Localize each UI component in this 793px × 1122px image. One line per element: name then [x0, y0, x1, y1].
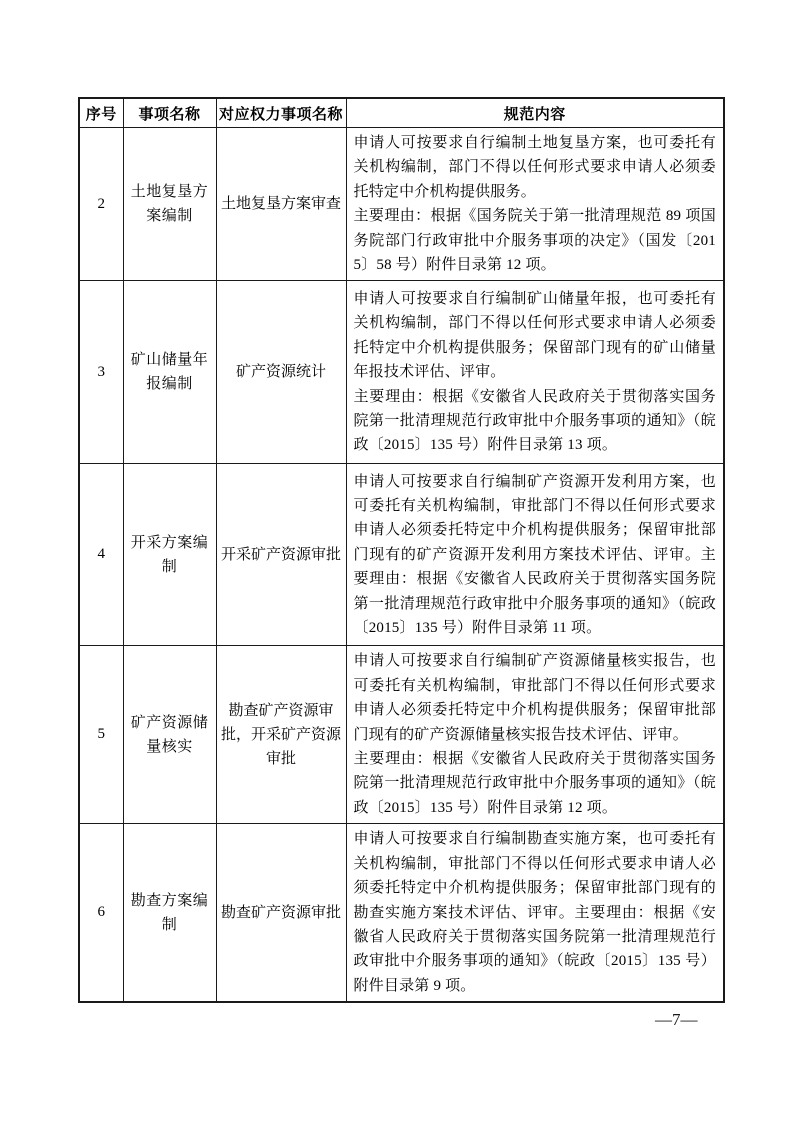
cell-item-name: 勘查方案编制 — [123, 824, 216, 1002]
cell-power-name: 开采矿产资源审批 — [216, 464, 346, 646]
content-paragraph: 申请人可按要求自行编制矿产资源储量核实报告，也可委托有关机构编制，审批部门不得以任何形式要求申请人必须委托特定中介机构提供服务；保留审批部门现有的矿产资源储量核实报告技术评估、评审。 — [353, 653, 716, 743]
content-paragraph: 申请人可按要求自行编制矿山储量年报，也可委托有关机构编制，部门不得以任何形式要求申请人必须委托特定中介机构提供服务；保留部门现有的矿山储量年报技术评估、评审。 — [353, 291, 716, 381]
table-row — [79, 281, 724, 464]
table-row — [79, 646, 724, 824]
table-row — [79, 464, 724, 646]
table-header-row — [79, 98, 724, 128]
col-header-power-item-name: 对应权力事项名称 — [216, 98, 346, 128]
cell-content — [346, 824, 724, 1002]
content-paragraph: 主要理由：根据《国务院关于第一批清理规范 89 项国务院部门行政审批中介服务事项的决定》（国发〔2015〕58 号）附件目录第 12 项。 — [353, 208, 716, 274]
col-header-seq: 序号 — [79, 98, 123, 128]
content-paragraph: 申请人可按要求自行编制土地复垦方案，也可委托有关机构编制，部门不得以任何形式要求申请人必须委托特定中介机构提供服务。 — [353, 135, 716, 200]
regulation-table — [78, 97, 725, 1003]
content-paragraph: 主要理由：根据《安徽省人民政府关于贯彻落实国务院第一批清理规范行政审批中介服务事项的通知》（皖政〔2015〕135 号）附件目录第 12 项。 — [353, 751, 716, 816]
page-number: —7— — [655, 1010, 698, 1029]
cell-seq: 2 — [79, 128, 123, 281]
cell-item-name: 矿产资源储量核实 — [123, 646, 216, 824]
cell-power-name: 勘查矿产资源审批 — [216, 824, 346, 1002]
table-row — [79, 824, 724, 1002]
cell-seq: 4 — [79, 464, 123, 646]
content-paragraph: 申请人可按要求自行编制勘查实施方案，也可委托有关机构编制，审批部门不得以任何形式要求申请人必须委托特定中介机构提供服务；保留审批部门现有的勘查实施方案技术评估、评审。主要理由：根据《安徽省人民政府关于贯彻落实国务院第一批清理规范行政审批中介服务事项的通知》（皖政〔2015〕135 号）附件目录第 9 项。 — [353, 831, 716, 994]
cell-content — [346, 128, 724, 281]
cell-item-name: 开采方案编制 — [123, 464, 216, 646]
content-paragraph: 申请人可按要求自行编制矿产资源开发利用方案，也可委托有关机构编制，审批部门不得以任何形式要求申请人必须委托特定中介机构提供服务；保留审批部门现有的矿产资源开发利用方案技术评估、评审。主要理由：根据《安徽省人民政府关于贯彻落实国务院第一批清理规范行政审批中介服务事项的通知》（皖政〔2015〕135 号）附件目录第 11 项。 — [353, 473, 716, 636]
col-header-content: 规范内容 — [346, 98, 724, 128]
cell-content — [346, 464, 724, 646]
content-paragraph: 主要理由：根据《安徽省人民政府关于贯彻落实国务院第一批清理规范行政审批中介服务事项的通知》（皖政〔2015〕135 号）附件目录第 13 项。 — [353, 388, 716, 454]
cell-power-name: 土地复垦方案审查 — [216, 128, 346, 281]
cell-seq: 5 — [79, 646, 123, 824]
cell-item-name: 矿山储量年报编制 — [123, 281, 216, 464]
cell-content — [346, 281, 724, 464]
col-header-item-name: 事项名称 — [123, 98, 216, 128]
cell-power-name: 矿产资源统计 — [216, 281, 346, 464]
cell-item-name: 土地复垦方案编制 — [123, 128, 216, 281]
cell-power-name: 勘查矿产资源审批，开采矿产资源审批 — [216, 646, 346, 824]
cell-seq: 6 — [79, 824, 123, 1002]
cell-content — [346, 646, 724, 824]
cell-seq: 3 — [79, 281, 123, 464]
table-row — [79, 128, 724, 281]
